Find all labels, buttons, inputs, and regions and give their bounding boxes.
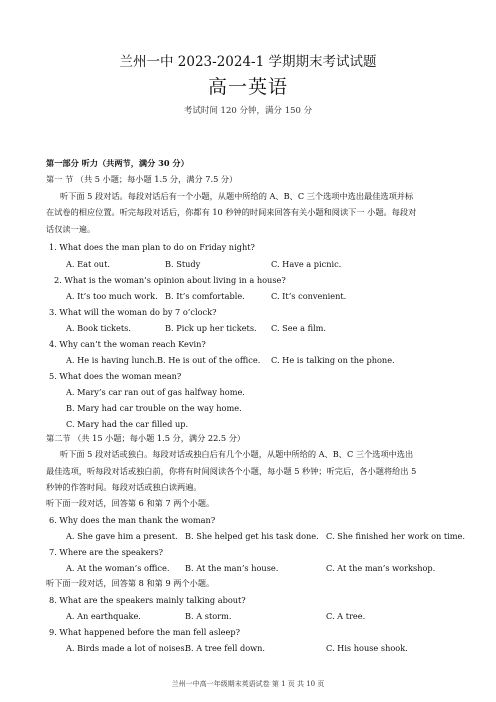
question-4-option-c: C. He is talking on the phone. bbox=[271, 355, 395, 365]
question-6-option-a: A. She gave him a present. bbox=[66, 531, 178, 541]
question-3-stem: 3. What will the woman do by 7 o’clock? bbox=[49, 307, 217, 317]
question-8-stem: 8. What are the speakers mainly talking about? bbox=[49, 595, 246, 605]
question-2-option-a: A. It’s too much work. bbox=[66, 291, 158, 301]
subject-title: 高一英语 bbox=[207, 76, 288, 98]
question-1-option-b: B. Study bbox=[165, 259, 201, 269]
section1-instruction-line1: 听下面 5 段对话。每段对话后有一个小题，从题中所给的 A、B、C 三个选项中选出最佳选项并标 bbox=[60, 191, 414, 201]
section1-heading: 第一 节 （共 5 小题；每小题 1.5 分，满分 7.5 分） bbox=[46, 174, 238, 184]
question-9-stem: 9. What happened before the man fell asleep? bbox=[49, 627, 240, 637]
question-6-option-b: B. She helped get his task done. bbox=[185, 531, 319, 541]
question-2-option-c: C. It’s convenient. bbox=[271, 291, 347, 301]
question-2-stem: 2. What is the woman’s opinion about living in a house? bbox=[54, 275, 286, 285]
section1-instruction-line2: 在试卷的相应位置。听完每段对话后，你都有 10 秒钟的时间来回答有关小题和阅读下一 小题。每段对 bbox=[46, 207, 417, 217]
section2-instruction-line3: 秒钟的作答时间。每段对话或独白读两遍。 bbox=[46, 482, 202, 492]
question-4-option-a: A. He is having lunch. bbox=[66, 355, 158, 365]
question-7-option-b: B. At the man’s house. bbox=[185, 563, 279, 573]
page-footer: 兰州一中高一年级期末英语试卷 第 1 页 共 10 页 bbox=[171, 680, 325, 688]
question-1-option-a: A. Eat out. bbox=[66, 259, 110, 269]
group-instruction-8-9: 听下面一段对话，回答第 8 和第 9 两个小题。 bbox=[46, 578, 215, 588]
question-7-option-c: C. At the man’s workshop. bbox=[326, 563, 436, 573]
section1-instruction-line3: 话仅读一遍。 bbox=[46, 224, 96, 234]
question-9-option-c: C. His house shook. bbox=[326, 643, 408, 653]
question-4-stem: 4. Why can’t the woman reach Kevin? bbox=[49, 339, 206, 349]
question-5-stem: 5. What does the woman mean? bbox=[49, 371, 182, 381]
group-instruction-6-7: 听下面一段对话，回答第 6 和第 7 两个小题。 bbox=[46, 498, 215, 508]
question-5-option-a: A. Mary’s car ran out of gas halfway home. bbox=[66, 387, 245, 397]
question-8-option-b: B. A storm. bbox=[185, 611, 232, 621]
question-6-stem: 6. Why does the man thank the woman? bbox=[49, 515, 216, 525]
question-7-option-a: A. At the woman’s office. bbox=[66, 563, 170, 573]
part1-heading: 第一部分 听力（共两节，满分 30 分） bbox=[46, 158, 189, 168]
question-6-option-c: C. She finished her work on time. bbox=[326, 531, 465, 541]
question-8-option-a: A. An earthquake. bbox=[66, 611, 141, 621]
question-8-option-c: C. A tree. bbox=[326, 611, 366, 621]
exam-title: 兰州一中 2023-2024-1 学期期末考试试题 bbox=[119, 54, 377, 70]
question-1-stem: 1. What does the man plan to do on Friday night? bbox=[49, 242, 255, 252]
question-5-option-c: C. Mary had the car filled up. bbox=[66, 419, 189, 429]
exam-time-info: 考试时间 120 分钟，满分 150 分 bbox=[183, 106, 313, 116]
question-9-option-a: A. Birds made a lot of noises. bbox=[66, 643, 188, 653]
question-7-stem: 7. Where are the speakers? bbox=[49, 547, 164, 557]
question-3-option-b: B. Pick up her tickets. bbox=[165, 323, 257, 333]
section2-heading: 第二节 （共 15 小题；每小题 1.5 分，满分 22.5 分） bbox=[46, 433, 246, 443]
question-3-option-c: C. See a film. bbox=[271, 323, 327, 333]
question-4-option-b: B. He is out of the office. bbox=[157, 355, 261, 365]
section2-instruction-line2: 最佳选项，听每段对话或独白前，你将有时间阅读各个小题，每小题 5 秒钟；听完后，各小题将给出 5 bbox=[46, 466, 417, 476]
section2-instruction-line1: 听下面 5 段对话或独白。每段对话或独白后有几个小题，从题中所给的 A、B、C 三个选项中选出 bbox=[60, 449, 414, 459]
question-3-option-a: A. Book tickets. bbox=[66, 323, 131, 333]
question-5-option-b: B. Mary had car trouble on the way home. bbox=[66, 403, 242, 413]
question-1-option-c: C. Have a picnic. bbox=[271, 259, 342, 269]
question-2-option-b: B. It’s comfortable. bbox=[165, 291, 245, 301]
question-9-option-b: B. A tree fell down. bbox=[185, 643, 266, 653]
